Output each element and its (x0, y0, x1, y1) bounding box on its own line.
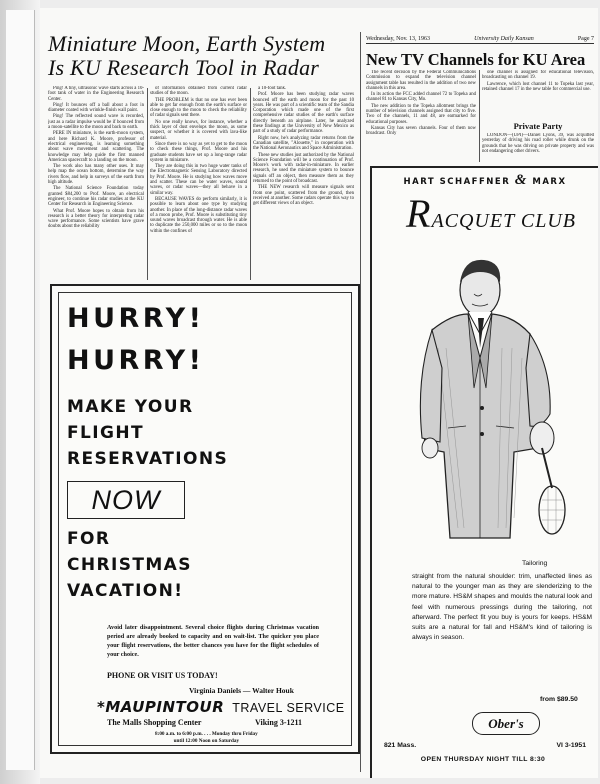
facing-page-edge (6, 10, 35, 770)
moon-article-headline (48, 32, 354, 80)
headline-line-1: Miniature Moon, Earth System (48, 31, 326, 56)
article-paragraph: The new addition to the Topeka allotment brings the number of television channels assigned that city to five. Two of the channels, 11 and 48, are earmarked for educational purposes. (366, 103, 476, 125)
title-initial: R (406, 191, 432, 236)
hurry-line-2: HURRY! (67, 345, 205, 376)
header-date: Wednesday, Nov. 13, 1963 (366, 36, 431, 42)
article-paragraph: The National Science Foundation today granted $84,200 to Prof. Moore, an electrical engineer, to continue his radar studies at the KU Center for Research in Engineering Science. (48, 186, 144, 208)
now-box: NOW (67, 481, 185, 519)
header-page-number: Page 7 (577, 36, 594, 42)
article-paragraph: LONDON—(UPI)—Daniel Lyons, 39, was acquitted yesterday of driving his road roller while drunk on the grounds that he was driving on private property and was not endangering other drivers. (482, 133, 594, 154)
article-paragraph: Ping! A tiny, ultrasonic wave starts across a 10-foot tank of water in the Engineering Research Center. (48, 86, 144, 102)
article-paragraph: one channel is assigned for educational television, broadcasting on channel 19. (482, 70, 594, 81)
article-paragraph: Lawrence, which lost channel 11 to Topeka last year, retained channel 17 in the new table for commercial use. (482, 81, 594, 92)
brand-name: MAUPINTOUR (105, 698, 225, 716)
racquet-club-ad (370, 166, 598, 778)
article-paragraph: THE PROBLEM is that no one has ever been able to get far enough from the earth's surface or close enough to the moon to check the reliability of radar signals sent there. (150, 97, 247, 119)
tailoring-word: Tailoring (522, 560, 548, 567)
tv-article-column-2 (482, 70, 594, 118)
ad-phone-number: Viking 3-1211 (255, 718, 303, 727)
tv-article-column-1 (366, 70, 476, 164)
headline-line-2: Is KU Research Tool in Radar (48, 55, 320, 80)
moon-article-column-2 (150, 86, 247, 282)
ad-hours (155, 731, 258, 744)
ad-phone-line: PHONE OR VISIT US TODAY! (107, 671, 218, 680)
racquet-club-title (406, 190, 576, 237)
ad-body-copy: straight from the natural shoulder: trim, unaffected lines as natural to the younger man as they are slenderizing to the more mature. HS&M shapes and moulds the natural look and feel with numerous pressings during the tailoring, not afterward. The perfect fit you buy is yours for keeps. HS&M suits are a natural for fall and HS&M's kind of tailoring is always in season. (412, 573, 592, 642)
article-paragraph: No one really knows, for instance, whether a thick layer of dust envelops the moon, as some suspect, or whether it is covered with lava-like material. (150, 119, 247, 141)
moon-article-column-3 (253, 86, 354, 282)
maupintour-logo (97, 698, 345, 716)
brand-left: HART SCHAFFNER (403, 177, 511, 187)
ad-line-for: FOR (67, 529, 111, 549)
hsm-brand (378, 172, 592, 189)
store-phone: VI 3-1951 (556, 742, 586, 749)
column-rule (479, 70, 480, 162)
page-header (366, 36, 594, 44)
hours-weekday: 8:00 a.m. to 6:00 p.m. . . . Monday thru Friday (155, 731, 258, 737)
ad-price: from $89.50 (540, 696, 578, 703)
article-paragraph: The recent decision by the Federal Communications Commission to expand the television channel assignment table has resulted in the addition of two new channels in this area. (366, 70, 476, 91)
private-party-article (482, 133, 594, 165)
store-hours: OPEN THURSDAY NIGHT TILL 8:30 (420, 756, 546, 763)
article-paragraph: In its action the FCC added channel 72 to Topeka and channel 81 to Kansas City, Mo. (366, 92, 476, 103)
ad-disclaimer: Avoid later disappointment. Several choice flights during Christmas vacation period are already booked to capacity and on wait-list. The quicker you place your flight reservations, the better chances you have for the flight schedules of your choice. (107, 624, 319, 658)
obers-logo: Ober's (472, 712, 540, 735)
ad-line-christmas: CHRISTMAS (67, 555, 192, 575)
article-paragraph: BECAUSE WAVES do perform similarly, it is possible to learn about one type by studying another. In place of the long-distance radar waves of a moon probe, Prof. Moore is substituting tiny sound waves broadcast through water. He is able to duplicate the 250,000 miles or so to the moon within the confines of (150, 196, 247, 234)
moon-article-column-1 (48, 86, 144, 282)
article-paragraph: These new studies just authorized by the National Science Foundation will be a continuation of Prof. Moore's work with radar-in-miniature. In earlier research, he used the miniature system to bounce signals off an object, then measure them as they returned to the point of broadcast. (253, 152, 354, 185)
hours-saturday: until 12:00 Noon on Saturday (173, 737, 240, 744)
left-page-fold (0, 0, 40, 784)
ad-line-reservations: RESERVATIONS (67, 449, 229, 469)
ad-line-flight: FLIGHT (67, 423, 144, 443)
brand-ampersand: & (514, 172, 528, 188)
article-paragraph: PERE IN miniature, is the earth-moon system, and here Richard K. Moore, professor of electrical engineering, is learning something about wave movement and scattering. The knowledge may help guide the first manned American spacecraft to a landing on the moon. (48, 131, 144, 163)
article-paragraph: Ping! It bounces off a ball about a foot in diameter coated with wrinkle-finish wall paint. (48, 102, 144, 114)
article-paragraph: They are doing this in two huge water tanks of the Electromagnetic Sensing Laboratory directed by Prof. Moore. He is studying how waves move and scatter. These can be water waves, sound waves, or radar waves—they all behave in a similar way. (150, 164, 247, 196)
suited-man-illustration (402, 238, 572, 558)
article-paragraph: What Prof. Moore hopes to obtain from his research is a better theory for interpreting radar wave performance. Some scientists have grave doubts about the reliability (48, 208, 144, 230)
store-address: 821 Mass. (384, 742, 417, 749)
ad-line-make-your: MAKE YOUR (67, 397, 194, 417)
brand-suffix: TRAVEL SERVICE (232, 701, 345, 715)
brand-right: MARX (532, 177, 567, 187)
article-paragraph: Kansas City has seven channels. Four of them now broadcast. Only (366, 125, 476, 137)
newspaper-page (40, 8, 598, 778)
section-rule (360, 32, 361, 772)
ad-agents: Virginia Daniels — Walter Houk (189, 686, 294, 695)
private-party-headline: Private Party (513, 121, 563, 131)
title-rest: ACQUET CLUB (431, 210, 576, 232)
article-paragraph: THE NEW research will measure signals sent from one point, scattered from the ground, then received at another. Some radars operate this way to get different views of an object. (253, 185, 354, 207)
flight-reservations-ad (50, 284, 360, 754)
ad-inner-border (58, 292, 352, 746)
article-paragraph: Since there is no way as yet to get to the moon to check these things, Prof. Moore and his graduate students have set up a long-range radar system in miniature. (150, 141, 247, 163)
column-rule (147, 88, 148, 280)
header-paper-name: University Daily Kansan (474, 36, 534, 42)
ad-location: The Malls Shopping Center (107, 718, 202, 727)
article-paragraph: The work also has many other uses. It may help map the ocean bottom, determine the way rivers flow, and help in surveys of the earth from high altitude. (48, 164, 144, 186)
article-paragraph: of information obtained from current radar studies of the moon. (150, 86, 247, 97)
article-paragraph: Right now, he's analyzing radar returns from the Canadian satellite, "Alouette," in cooperation with the National Aeronautics and Space Administration. (253, 135, 354, 152)
star-icon: * (97, 698, 106, 716)
column-rule (250, 88, 251, 280)
article-paragraph: a 10-foot tank. (258, 86, 287, 91)
article-paragraph: Ping! The reflected sound wave is recorded, just as a radar impulse would be if bounced from a moon-satellite to the moon and back to earth. (48, 114, 144, 131)
ad-line-vacation: VACATION! (67, 581, 184, 601)
hurry-line-1: HURRY! (67, 303, 205, 334)
tv-article-headline: New TV Channels for KU Area (366, 50, 586, 69)
article-paragraph: Prof. Moore has been studying radar waves bounced off the earth and moon for the past 10 years. He was part of a scientific team of the Sandia Corporation which made one of the first comprehensive radar studies of the earth's surface directly beneath an airplane. Later, he analyzed these findings at the University of New Mexico as part of a study of radar performance. (253, 92, 354, 135)
